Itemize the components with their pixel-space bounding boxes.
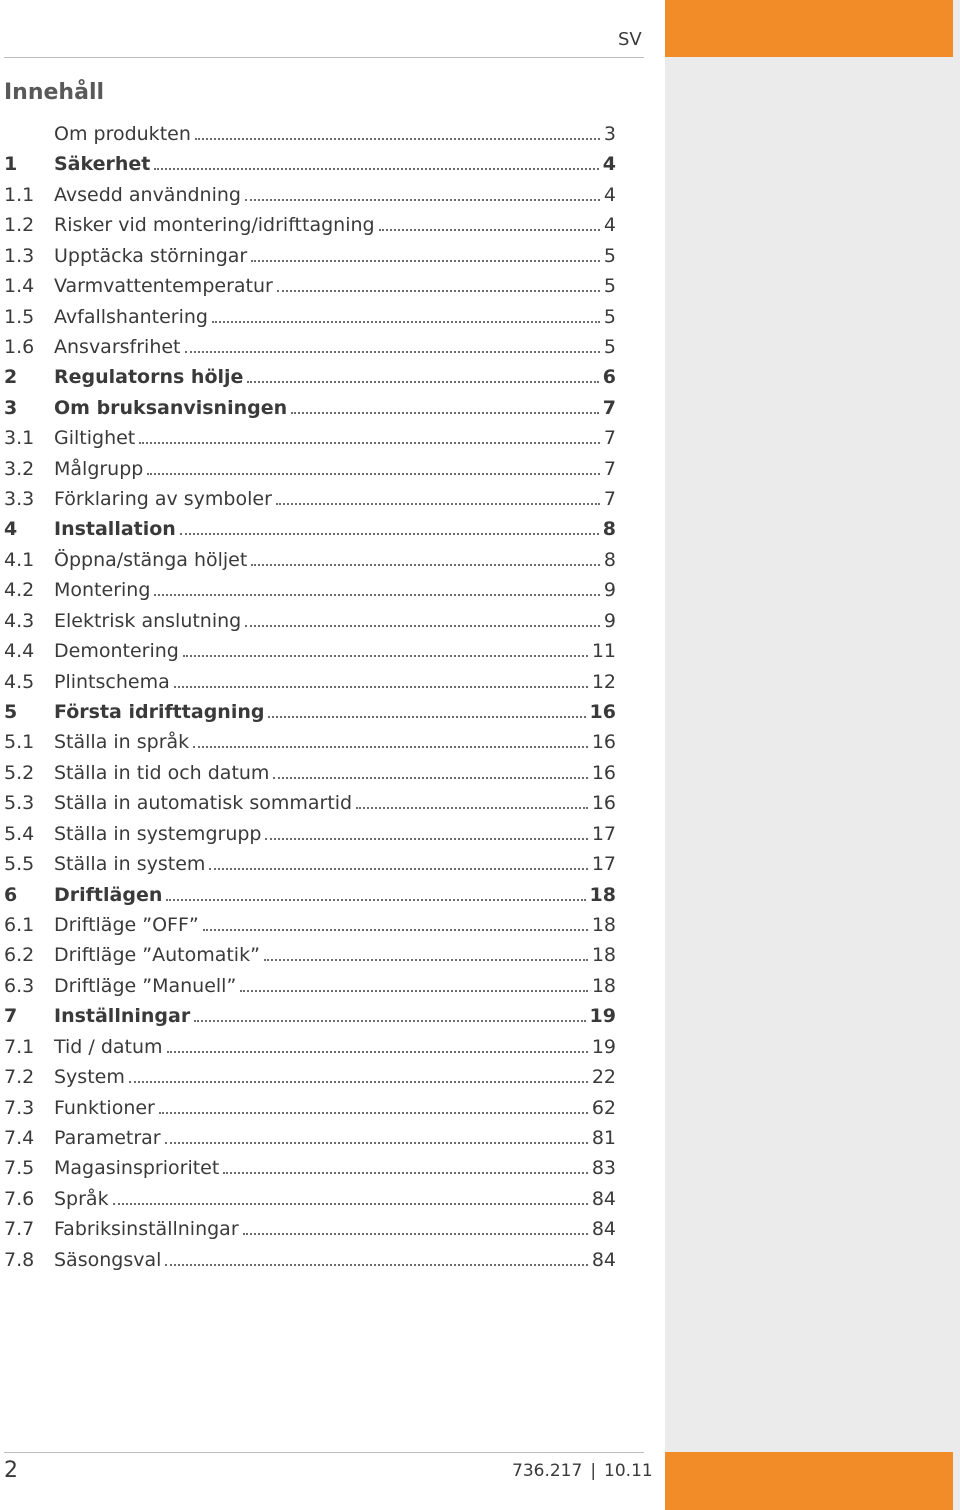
toc-entry-number: 6	[4, 883, 18, 906]
toc-entry[interactable]	[4, 697, 616, 727]
toc-entry-title: Målgrupp	[54, 457, 144, 480]
toc-entry-number: 7.6	[4, 1187, 35, 1210]
language-code: SV	[618, 29, 642, 50]
toc-dot-leader	[180, 533, 599, 535]
toc-entry-page: 22	[591, 1066, 616, 1089]
toc-entry-title: Avfallshantering	[54, 305, 208, 328]
toc-entry[interactable]	[4, 849, 616, 879]
toc-entry-title: Parametrar	[54, 1126, 161, 1149]
toc-entry[interactable]	[4, 727, 616, 757]
toc-entry-number: 3.3	[4, 488, 35, 511]
toc-entry-number: 7.5	[4, 1157, 35, 1180]
toc-entry-page: 5	[603, 244, 616, 267]
toc-entry[interactable]	[4, 484, 616, 514]
toc-entry[interactable]	[4, 1214, 616, 1244]
toc-dot-leader	[194, 1020, 585, 1022]
toc-entry-page: 5	[603, 275, 616, 298]
toc-entry-page: 11	[591, 640, 616, 663]
toc-entry-title: Varmvattentemperatur	[54, 275, 273, 298]
toc-entry[interactable]	[4, 667, 616, 697]
accent-bar-bottom	[665, 1452, 953, 1510]
toc-entry[interactable]	[4, 880, 616, 910]
toc-entry[interactable]	[4, 180, 616, 210]
toc-entry-page: 5	[603, 305, 616, 328]
toc-dot-leader	[276, 503, 600, 505]
toc-entry-title: Säsongsval	[54, 1248, 162, 1271]
toc-entry-number: 7.3	[4, 1096, 35, 1119]
toc-dot-leader	[265, 838, 587, 840]
toc-entry[interactable]	[4, 1062, 616, 1092]
page-number: 2	[4, 1458, 18, 1483]
toc-dot-leader	[154, 168, 598, 170]
toc-entry-page: 18	[589, 883, 616, 906]
toc-entry-page: 18	[591, 974, 616, 997]
toc-entry-page: 7	[603, 457, 616, 480]
toc-entry-title: Tid / datum	[54, 1035, 163, 1058]
toc-entry-number: 4.5	[4, 670, 35, 693]
toc-entry[interactable]	[4, 1093, 616, 1123]
toc-entry[interactable]	[4, 423, 616, 453]
toc-entry-title: Driftläge ”OFF”	[54, 913, 199, 936]
toc-entry-title: Ställa in språk	[54, 731, 190, 754]
toc-entry-number: 4.1	[4, 548, 35, 571]
toc-dot-leader	[174, 686, 588, 688]
toc-dot-leader	[165, 1142, 588, 1144]
toc-entry[interactable]	[4, 119, 616, 149]
toc-entry-number: 7.8	[4, 1248, 35, 1271]
toc-entry-page: 17	[591, 853, 616, 876]
footer-divider	[4, 1452, 644, 1453]
toc-dot-leader	[268, 716, 585, 718]
toc-entry[interactable]	[4, 362, 616, 392]
toc-entry-page: 81	[591, 1126, 616, 1149]
toc-entry-title: Elektrisk anslutning	[54, 609, 242, 632]
toc-entry-title: Risker vid montering/idrifttagning	[54, 214, 375, 237]
toc-entry-page: 19	[591, 1035, 616, 1058]
doc-code: 736.217	[512, 1461, 583, 1481]
toc-dot-leader	[193, 746, 588, 748]
toc-entry-number: 7.7	[4, 1218, 35, 1241]
toc-entry-title: Ställa in automatisk sommartid	[54, 792, 353, 815]
toc-entry-number: 5.3	[4, 792, 35, 815]
toc-entry-number: 3	[4, 396, 18, 419]
toc-entry-title: Ställa in system	[54, 853, 206, 876]
toc-entry-number: 4	[4, 518, 18, 541]
toc-dot-leader	[212, 321, 600, 323]
toc-entry-title: Demontering	[54, 640, 179, 663]
toc-entry-title: Upptäcka störningar	[54, 244, 248, 267]
toc-entry[interactable]	[4, 302, 616, 332]
toc-entry-page: 83	[591, 1157, 616, 1180]
toc-entry-page: 8	[602, 518, 616, 541]
toc-entry[interactable]	[4, 454, 616, 484]
toc-entry-page: 19	[589, 1005, 616, 1028]
toc-entry-title: Plintschema	[54, 670, 170, 693]
side-panel	[665, 0, 960, 1510]
toc-dot-leader	[273, 777, 587, 779]
toc-entry[interactable]	[4, 1032, 616, 1062]
toc-entry[interactable]	[4, 910, 616, 940]
toc-dot-leader	[183, 655, 588, 657]
toc-heading: Innehåll	[4, 80, 105, 105]
toc-entry[interactable]	[4, 819, 616, 849]
toc-entry[interactable]	[4, 1153, 616, 1183]
toc-entry-number: 1.3	[4, 244, 35, 267]
toc-dot-leader	[247, 381, 598, 383]
toc-dot-leader	[245, 625, 600, 627]
toc-dot-leader	[147, 473, 600, 475]
toc-dot-leader	[129, 1081, 588, 1083]
toc-entry[interactable]	[4, 514, 616, 544]
toc-entry-number: 1.1	[4, 183, 35, 206]
toc-entry[interactable]	[4, 393, 616, 423]
toc-entry-number: 4.3	[4, 609, 35, 632]
toc-entry-title: Ställa in tid och datum	[54, 761, 270, 784]
toc-dot-leader	[240, 990, 588, 992]
toc-entry-number: 5.1	[4, 731, 35, 754]
toc-entry-page: 16	[591, 731, 616, 754]
toc-entry-page: 84	[591, 1218, 616, 1241]
toc-entry-page: 16	[591, 792, 616, 815]
toc-entry[interactable]	[4, 1001, 616, 1031]
toc-dot-leader	[185, 351, 600, 353]
document-code	[512, 1461, 653, 1481]
toc-dot-leader	[223, 1172, 587, 1174]
toc-entry-number: 5	[4, 701, 18, 724]
toc-entry[interactable]	[4, 210, 616, 240]
toc-entry-page: 18	[591, 913, 616, 936]
toc-dot-leader	[113, 1203, 588, 1205]
toc-entry-page: 4	[603, 214, 616, 237]
toc-entry-title: Montering	[54, 579, 151, 602]
toc-dot-leader	[251, 564, 600, 566]
toc-entry-title: Driftlägen	[54, 883, 163, 906]
toc-entry[interactable]	[4, 149, 616, 179]
toc-entry-page: 7	[602, 396, 616, 419]
toc-entry-page: 5	[603, 335, 616, 358]
toc-entry[interactable]	[4, 1184, 616, 1214]
toc-entry[interactable]	[4, 332, 616, 362]
toc-entry-page: 9	[603, 579, 616, 602]
toc-entry-number: 6.1	[4, 913, 35, 936]
toc-entry-title: Fabriksinställningar	[54, 1218, 239, 1241]
toc-dot-leader	[139, 442, 600, 444]
toc-dot-leader	[154, 594, 600, 596]
toc-entry-title: Inställningar	[54, 1005, 191, 1028]
toc-entry-number: 7.1	[4, 1035, 35, 1058]
toc-entry-number: 6.3	[4, 974, 35, 997]
toc-entry-page: 84	[591, 1248, 616, 1271]
toc-entry[interactable]	[4, 1123, 616, 1153]
toc-entry[interactable]	[4, 788, 616, 818]
toc-entry-title: Driftläge ”Automatik”	[54, 944, 260, 967]
toc-dot-leader	[195, 138, 600, 140]
toc-entry-number: 5.5	[4, 853, 35, 876]
toc-entry-title: Språk	[54, 1187, 109, 1210]
toc-entry-title: Första idrifttagning	[54, 701, 265, 724]
toc-entry[interactable]	[4, 575, 616, 605]
toc-entry-title: Om bruksanvisningen	[54, 396, 288, 419]
toc-dot-leader	[203, 929, 588, 931]
toc-entry-page: 7	[603, 488, 616, 511]
toc-dot-leader	[379, 229, 600, 231]
toc-entry-number: 1.6	[4, 335, 35, 358]
toc-entry-page: 6	[602, 366, 616, 389]
toc-entry[interactable]	[4, 606, 616, 636]
table-of-contents	[4, 119, 616, 1275]
toc-entry-page: 16	[589, 701, 616, 724]
toc-dot-leader	[277, 290, 600, 292]
toc-entry-title: Säkerhet	[54, 153, 151, 176]
footer-separator: |	[590, 1461, 597, 1481]
toc-entry-page: 18	[591, 944, 616, 967]
toc-dot-leader	[264, 959, 588, 961]
toc-entry-page: 9	[603, 609, 616, 632]
toc-entry-number: 3.2	[4, 457, 35, 480]
doc-version: 10.11	[604, 1461, 653, 1481]
toc-entry-page: 12	[591, 670, 616, 693]
toc-entry-number: 7.2	[4, 1066, 35, 1089]
toc-entry[interactable]	[4, 971, 616, 1001]
toc-entry[interactable]	[4, 271, 616, 301]
toc-entry-page: 62	[591, 1096, 616, 1119]
toc-entry[interactable]	[4, 758, 616, 788]
toc-entry-number: 3.1	[4, 427, 35, 450]
toc-entry-title: Installation	[54, 518, 176, 541]
toc-entry[interactable]	[4, 241, 616, 271]
toc-entry-title: Avsedd användning	[54, 183, 241, 206]
toc-entry-page: 4	[602, 153, 616, 176]
toc-entry-page: 8	[603, 548, 616, 571]
toc-entry-number: 1.4	[4, 275, 35, 298]
toc-entry-title: Förklaring av symboler	[54, 488, 272, 511]
toc-dot-leader	[356, 807, 588, 809]
toc-dot-leader	[159, 1112, 588, 1114]
toc-entry-number: 1.5	[4, 305, 35, 328]
toc-dot-leader	[167, 1051, 588, 1053]
toc-entry-number: 7	[4, 1005, 18, 1028]
toc-entry-title: Ansvarsfrihet	[54, 335, 181, 358]
toc-dot-leader	[165, 1264, 587, 1266]
toc-entry-page: 17	[591, 822, 616, 845]
toc-entry[interactable]	[4, 545, 616, 575]
toc-entry-number: 5.4	[4, 822, 35, 845]
toc-dot-leader	[166, 899, 585, 901]
toc-entry-page: 3	[603, 123, 616, 145]
toc-dot-leader	[209, 868, 587, 870]
toc-entry-title: Funktioner	[54, 1096, 155, 1119]
toc-entry-title: Magasinsprioritet	[54, 1157, 220, 1180]
toc-entry-title: Öppna/stänga höljet	[54, 548, 248, 571]
toc-entry-title: Om produkten	[54, 123, 191, 145]
toc-entry-number: 4.2	[4, 579, 35, 602]
toc-entry-number: 6.2	[4, 944, 35, 967]
toc-entry-number: 1	[4, 153, 18, 176]
toc-entry-title: System	[54, 1066, 125, 1089]
toc-entry-number: 1.2	[4, 214, 35, 237]
toc-entry[interactable]	[4, 1245, 616, 1275]
toc-entry-page: 84	[591, 1187, 616, 1210]
toc-entry-title: Regulatorns hölje	[54, 366, 244, 389]
toc-dot-leader	[245, 199, 600, 201]
toc-entry-title: Ställa in systemgrupp	[54, 822, 262, 845]
toc-entry-number: 5.2	[4, 761, 35, 784]
header-divider	[4, 57, 644, 58]
toc-entry[interactable]	[4, 636, 616, 666]
toc-entry-page: 7	[603, 427, 616, 450]
toc-dot-leader	[251, 260, 600, 262]
toc-entry-number: 7.4	[4, 1126, 35, 1149]
accent-bar-top	[665, 0, 953, 57]
toc-entry-title: Giltighet	[54, 427, 136, 450]
toc-entry-page: 16	[591, 761, 616, 784]
toc-entry-number: 2	[4, 366, 18, 389]
toc-entry-number: 4.4	[4, 640, 35, 663]
toc-entry-page: 4	[603, 183, 616, 206]
toc-dot-leader	[243, 1233, 588, 1235]
toc-dot-leader	[291, 412, 599, 414]
toc-entry[interactable]	[4, 940, 616, 970]
toc-entry-title: Driftläge ”Manuell”	[54, 974, 237, 997]
